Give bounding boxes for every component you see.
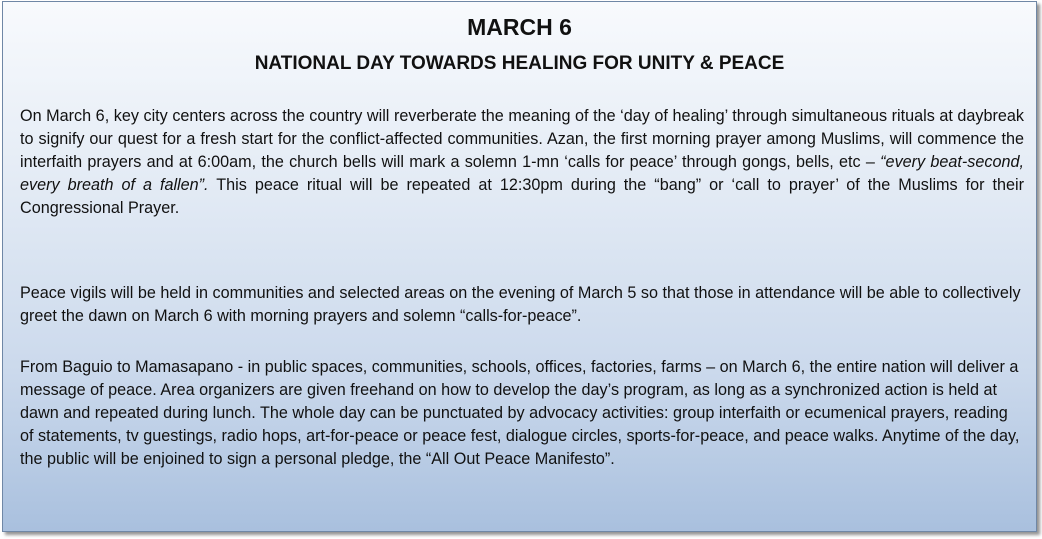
- paragraph-1-text-end: This peace ritual will be repeated at 12:30pm during the “bang” or ‘call to prayer’ of the Muslims for their Congressional Prayer.: [20, 176, 1025, 217]
- paragraph-peace-vigils: Peace vigils will be held in communities and selected areas on the evening of March 5 so that those in attendance will be able to collectively greet the dawn on March 6 with morning prayers and solemn “calls-for-peace”.: [20, 284, 1021, 325]
- paragraph-1-text: On March 6, key city centers across the country will reverberate the meaning of the ‘day of healing’ through simultaneous rituals at daybreak to signify our quest for a fresh start for the conflict-affected communities. Azan, the first morning prayer among Muslims, will commence the interfaith prayers and at 6:00am, the church bells will mark a solemn 1-mn ‘calls for peace’ through gongs, bells, etc –: [20, 107, 1024, 171]
- page-title: MARCH 6: [467, 14, 572, 40]
- page-subtitle: NATIONAL DAY TOWARDS HEALING FOR UNITY & PEACE: [254, 53, 785, 74]
- paragraph-day-of-healing: [20, 105, 1024, 220]
- paragraph-nationwide-message: From Baguio to Mamasapano - in public spaces, communities, schools, offices, factories, farms – on March 6, the entire nation will deliver a message of peace. Area organizers are given freehand on how to develop the day’s program, as long as a synchronized action is held at dawn and repeated during lunch. The whole day can be punctuated by advocacy activities: group interfaith or ecumenical prayers, reading of statements, tv guestings, radio hops, art-for-peace or peace fest, dialogue circles, sports-for-peace, and peace walks. Anytime of the day, the public will be enjoined to sign a personal pledge, the “All Out Peace Manifesto”.: [20, 358, 1020, 468]
- announcement-card: [2, 1, 1037, 532]
- italic-quote: “every beat-second, every breath of a fallen”.: [20, 153, 1024, 194]
